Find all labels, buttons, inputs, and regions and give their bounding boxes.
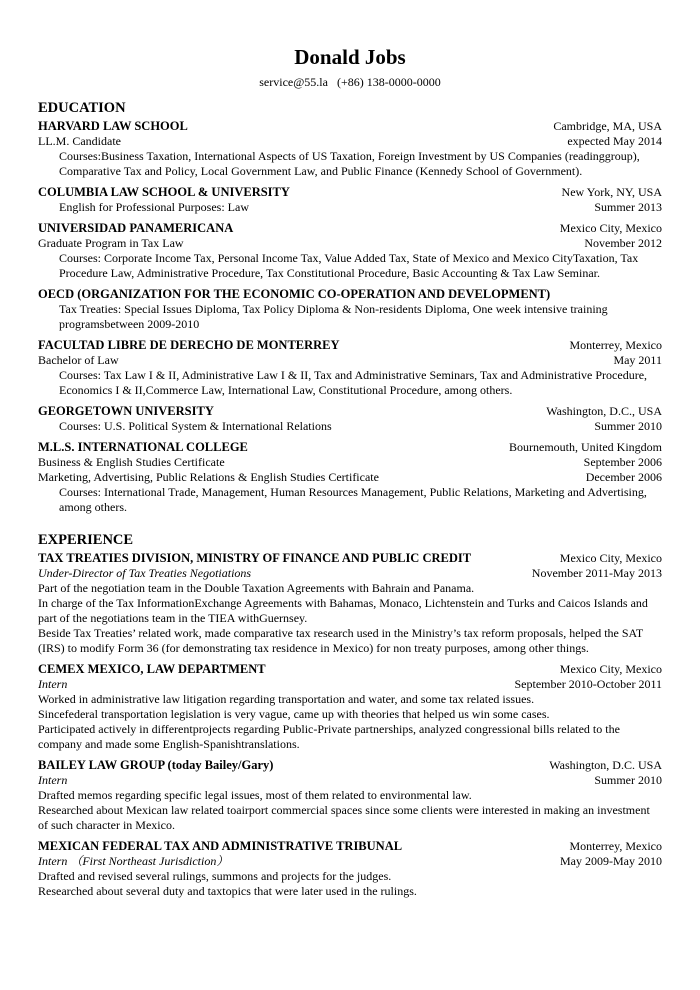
- job-title: Intern: [38, 677, 68, 691]
- job-title: Intern （First Northeast Jurisdiction）: [38, 854, 229, 868]
- degree-title: Bachelor of Law: [38, 353, 119, 367]
- degree-line: [38, 419, 662, 434]
- degree-line: [38, 470, 662, 485]
- institution-location: New York, NY, USA: [561, 185, 662, 199]
- course-list: Courses: Corporate Income Tax, Personal Income Tax, Value Added Tax, State of Mexico and Mexico CityTaxation, Tax Procedure Law, Administrative Procedure, Tax Constitutional Procedure, Basic Accounting & Tax Law Seminar.: [59, 251, 639, 280]
- responsibility-item: In charge of the Tax InformationExchange Agreements with Bahamas, Monaco, Lichtenstein and Turks and Caicos Islands and part of the negotiations team in the TIEA withGuernsey.: [38, 596, 648, 625]
- employer-name: TAX TREATIES DIVISION, MINISTRY OF FINANCE AND PUBLIC CREDIT: [38, 551, 472, 565]
- responsibility-item: Beside Tax Treaties’ related work, made comparative tax research used in the Ministry’s tax reform proposals, helped the SAT (IRS) to modify Form 36 (for demonstrating tax residence in Mexico) for non treaty purposes, among other things.: [38, 626, 643, 655]
- experience-entry: [38, 551, 662, 656]
- role-line: [38, 773, 662, 788]
- institution-location: Washington, D.C., USA: [546, 404, 662, 418]
- experience-entry-header: [38, 551, 662, 566]
- education-entry: [38, 287, 662, 332]
- candidate-name: Donald Jobs: [294, 45, 406, 69]
- education-entry: [38, 119, 662, 179]
- institution-name: M.L.S. INTERNATIONAL COLLEGE: [38, 440, 248, 454]
- degree-title: LL.M. Candidate: [38, 134, 121, 148]
- responsibility-item: Participated actively in differentprojects regarding Public-Private partnerships, analyzed congressional bills related to the company and made some English-Spanishtranslations.: [38, 722, 620, 751]
- responsibility-item: Drafted and revised several rulings, summons and projects for the judges.: [38, 869, 392, 883]
- role-line: [38, 677, 662, 692]
- education-entry-header: [38, 119, 662, 134]
- degree-line: [38, 353, 662, 368]
- phone-number: (+86) 138-0000-0000: [336, 75, 441, 89]
- degree-date: Summer 2010: [594, 419, 662, 433]
- degree-line: [38, 455, 662, 470]
- degree-date: Summer 2013: [594, 200, 662, 214]
- responsibility-item: Part of the negotiation team in the Double Taxation Agreements with Bahrain and Panama.: [38, 581, 475, 595]
- experience-list: [38, 551, 662, 899]
- job-dates: Summer 2010: [594, 773, 662, 787]
- email-address[interactable]: service@55.la: [259, 75, 328, 89]
- job-dates: May 2009-May 2010: [560, 854, 662, 868]
- resume-content: [38, 99, 662, 905]
- job-title: Under-Director of Tax Treaties Negotiations: [38, 566, 252, 580]
- degree-date: May 2011: [613, 353, 662, 367]
- institution-location: Mexico City, Mexico: [559, 221, 662, 235]
- education-entry-header: [38, 338, 662, 353]
- institution-location: Cambridge, MA, USA: [553, 119, 662, 133]
- education-entry: [38, 404, 662, 434]
- responsibility-item: Drafted memos regarding specific legal issues, most of them related to environmental law.: [38, 788, 472, 802]
- education-entry-header: [38, 185, 662, 200]
- responsibility-item: Researched about several duty and taxtopics that were later used in the rulings.: [38, 884, 417, 898]
- institution-name: UNIVERSIDAD PANAMERICANA: [38, 221, 234, 235]
- education-entry: [38, 185, 662, 215]
- role-line: [38, 854, 662, 869]
- employer-location: Monterrey, Mexico: [569, 839, 662, 853]
- employer-location: Mexico City, Mexico: [559, 662, 662, 676]
- education-entry: [38, 221, 662, 281]
- institution-location: Monterrey, Mexico: [569, 338, 662, 352]
- degree-line: [38, 200, 662, 215]
- role-line: [38, 566, 662, 581]
- employer-name: BAILEY LAW GROUP (today Bailey/Gary): [38, 758, 274, 772]
- degree-date: expected May 2014: [567, 134, 662, 148]
- education-entry-header: [38, 221, 662, 236]
- experience-entry: [38, 758, 662, 833]
- experience-entry-header: [38, 839, 662, 854]
- degree-date: November 2012: [584, 236, 662, 250]
- responsibility-item: Sincefederal transportation legislation is very vague, came up with theories that helped us win some cases.: [38, 707, 550, 721]
- course-list: Courses:Business Taxation, International Aspects of US Taxation, Foreign Investment by US Companies (readinggroup), Comparative Tax and Policy, Local Government Law, and Public Finance (Kennedy School of Government).: [59, 149, 640, 178]
- education-heading: EDUCATION: [38, 100, 126, 116]
- education-list: [38, 119, 662, 515]
- education-entry: [38, 440, 662, 515]
- experience-entry: [38, 662, 662, 752]
- job-dates: November 2011-May 2013: [531, 566, 662, 580]
- course-list: Courses: International Trade, Management, Human Resources Management, Public Relations, Marketing and Advertising, among others.: [59, 485, 647, 514]
- employer-location: Washington, D.C. USA: [549, 758, 662, 772]
- degree-title: Marketing, Advertising, Public Relations & English Studies Certificate: [38, 470, 379, 484]
- experience-heading: EXPERIENCE: [38, 532, 134, 548]
- experience-entry-header: [38, 662, 662, 677]
- employer-name: CEMEX MEXICO, LAW DEPARTMENT: [38, 662, 266, 676]
- institution-name: FACULTAD LIBRE DE DERECHO DE MONTERREY: [38, 338, 340, 352]
- institution-name: HARVARD LAW SCHOOL: [38, 119, 188, 133]
- degree-title: Business & English Studies Certificate: [38, 455, 225, 469]
- responsibility-item: Researched about Mexican law related toairport commercial spaces since some clients were interested in making an investment of such character in Mexico.: [38, 803, 650, 832]
- degree-date: September 2006: [583, 455, 662, 469]
- contact-line: [0, 75, 700, 90]
- job-dates: September 2010-October 2011: [514, 677, 662, 691]
- institution-location: Bournemouth, United Kingdom: [509, 440, 662, 454]
- education-entry-header: [38, 440, 662, 455]
- employer-location: Mexico City, Mexico: [559, 551, 662, 565]
- degree-line: [38, 134, 662, 149]
- degree-line: [38, 236, 662, 251]
- education-entry-header: [38, 404, 662, 419]
- responsibility-item: Worked in administrative law litigation regarding transportation and water, and some tax related issues.: [38, 692, 535, 706]
- degree-title: Courses: U.S. Political System & International Relations: [59, 419, 332, 433]
- institution-name: OECD (ORGANIZATION FOR THE ECONOMIC CO-OPERATION AND DEVELOPMENT): [38, 287, 551, 301]
- employer-name: MEXICAN FEDERAL TAX AND ADMINISTRATIVE TRIBUNAL: [38, 839, 403, 853]
- education-entry-header: [38, 287, 662, 302]
- institution-name: COLUMBIA LAW SCHOOL & UNIVERSITY: [38, 185, 290, 199]
- experience-entry-header: [38, 758, 662, 773]
- education-entry: [38, 338, 662, 398]
- course-list: Courses: Tax Law I & II, Administrative Law I & II, Tax and Administrative Seminars, Tax and Administrative Procedure, Economics I & II,Commerce Law, International Law, Constitutional Procedure, among others.: [59, 368, 648, 397]
- degree-title: English for Professional Purposes: Law: [59, 200, 249, 214]
- experience-entry: [38, 839, 662, 899]
- degree-title: Graduate Program in Tax Law: [38, 236, 184, 250]
- course-list: Tax Treaties: Special Issues Diploma, Tax Policy Diploma & Non-residents Diploma, One week intensive training programsbetween 2009-2010: [59, 302, 608, 331]
- degree-date: December 2006: [585, 470, 662, 484]
- institution-name: GEORGETOWN UNIVERSITY: [38, 404, 214, 418]
- job-title: Intern: [38, 773, 68, 787]
